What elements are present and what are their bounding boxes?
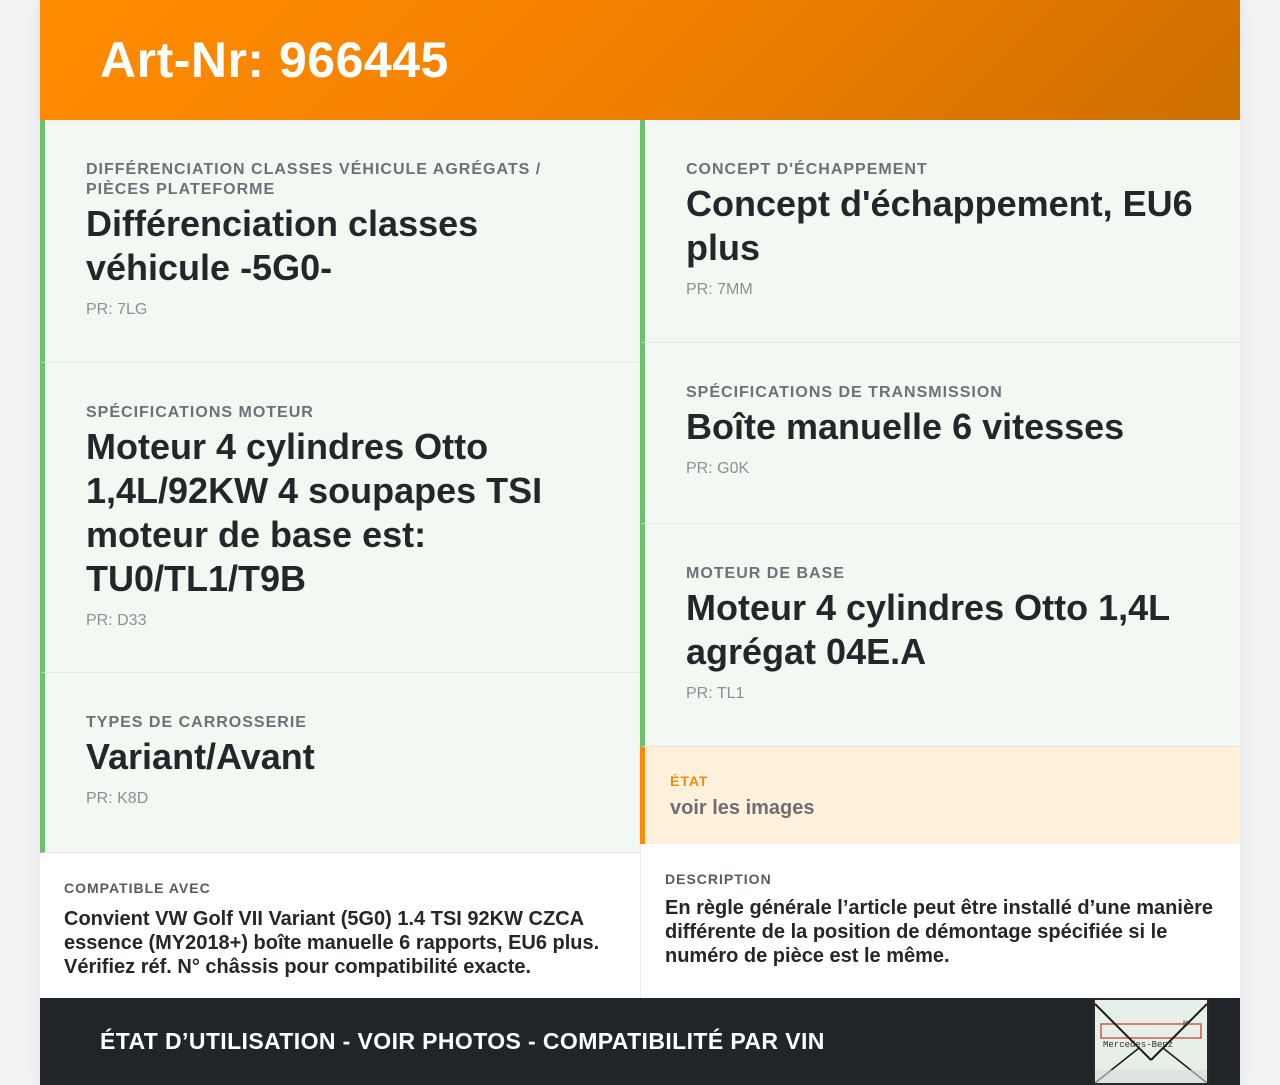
- spec-value: Boîte manuelle 6 vitesses: [686, 406, 1125, 447]
- spec-pr-code: PR: D33: [86, 612, 147, 629]
- spec-label: SPÉCIFICATIONS DE TRANSMISSION: [686, 384, 1003, 401]
- spec-card-vehicle-class: [40, 120, 640, 363]
- footer-text: ÉTAT D’UTILISATION - VOIR PHOTOS - COMPATIBILITÉ PAR VIN: [100, 1028, 825, 1054]
- spec-label: DIFFÉRENCIATION CLASSES VÉHICULE AGRÉGATS / PIÈCES PLATEFORME: [86, 161, 542, 198]
- state-panel: [640, 747, 1240, 844]
- state-label: ÉTAT: [670, 773, 709, 789]
- part-detail-card: [40, 0, 1240, 1085]
- description-label: DESCRIPTION: [665, 871, 772, 887]
- compatible-panel: [40, 853, 640, 998]
- spec-card-exhaust: [640, 120, 1240, 343]
- spec-card-base-engine: [640, 524, 1240, 747]
- spec-pr-code: PR: G0K: [686, 460, 750, 477]
- compatible-text: Convient VW Golf VII Variant (5G0) 1.4 TSI 92KW CZCA essence (MY2018+) boîte manuelle 6 rapports, EU6 plus. Vérifiez réf. N° châssis pour compatibilité exacte.: [64, 908, 600, 978]
- spec-value: Moteur 4 cylindres Otto 1,4L agrégat 04E.A: [686, 587, 1170, 672]
- spec-label: SPÉCIFICATIONS MOTEUR: [86, 404, 314, 421]
- footer-bar: [40, 998, 1240, 1085]
- spec-card-body-type: [40, 673, 640, 853]
- spec-value: Variant/Avant: [86, 736, 315, 777]
- spec-pr-code: PR: 7LG: [86, 301, 148, 318]
- description-panel: [640, 844, 1240, 998]
- thumbnail-caption: Mercedes-Benz: [1103, 1040, 1174, 1050]
- spec-label: TYPES DE CARROSSERIE: [86, 714, 307, 731]
- header-bar: [40, 0, 1240, 120]
- description-text: En règle générale l’article peut être installé d’une manière différente de la position de démontage spécifiée si le numéro de pièce est le même.: [665, 897, 1213, 967]
- spec-pr-code: PR: K8D: [86, 790, 149, 807]
- spec-card-transmission: [640, 343, 1240, 524]
- article-number-title: Art-Nr: 966445: [100, 32, 449, 88]
- spec-card-engine: [40, 363, 640, 673]
- compatible-label: COMPATIBLE AVEC: [64, 880, 211, 896]
- state-value: voir les images: [670, 797, 815, 819]
- thumbnail-caption-small: M: [1183, 1020, 1188, 1029]
- spec-label: CONCEPT D'ÉCHAPPEMENT: [686, 161, 928, 178]
- spec-value: Différenciation classes véhicule -5G0-: [86, 203, 479, 288]
- label-thumbnail[interactable]: [1093, 998, 1209, 1085]
- spec-pr-code: PR: 7MM: [686, 281, 753, 298]
- spec-value: Moteur 4 cylindres Otto 1,4L/92KW 4 soupapes TSI moteur de base est: TU0/TL1/T9B: [86, 426, 543, 599]
- spec-pr-code: PR: TL1: [686, 685, 745, 702]
- spec-label: MOTEUR DE BASE: [686, 565, 845, 582]
- spec-value: Concept d'échappement, EU6 plus: [686, 183, 1193, 268]
